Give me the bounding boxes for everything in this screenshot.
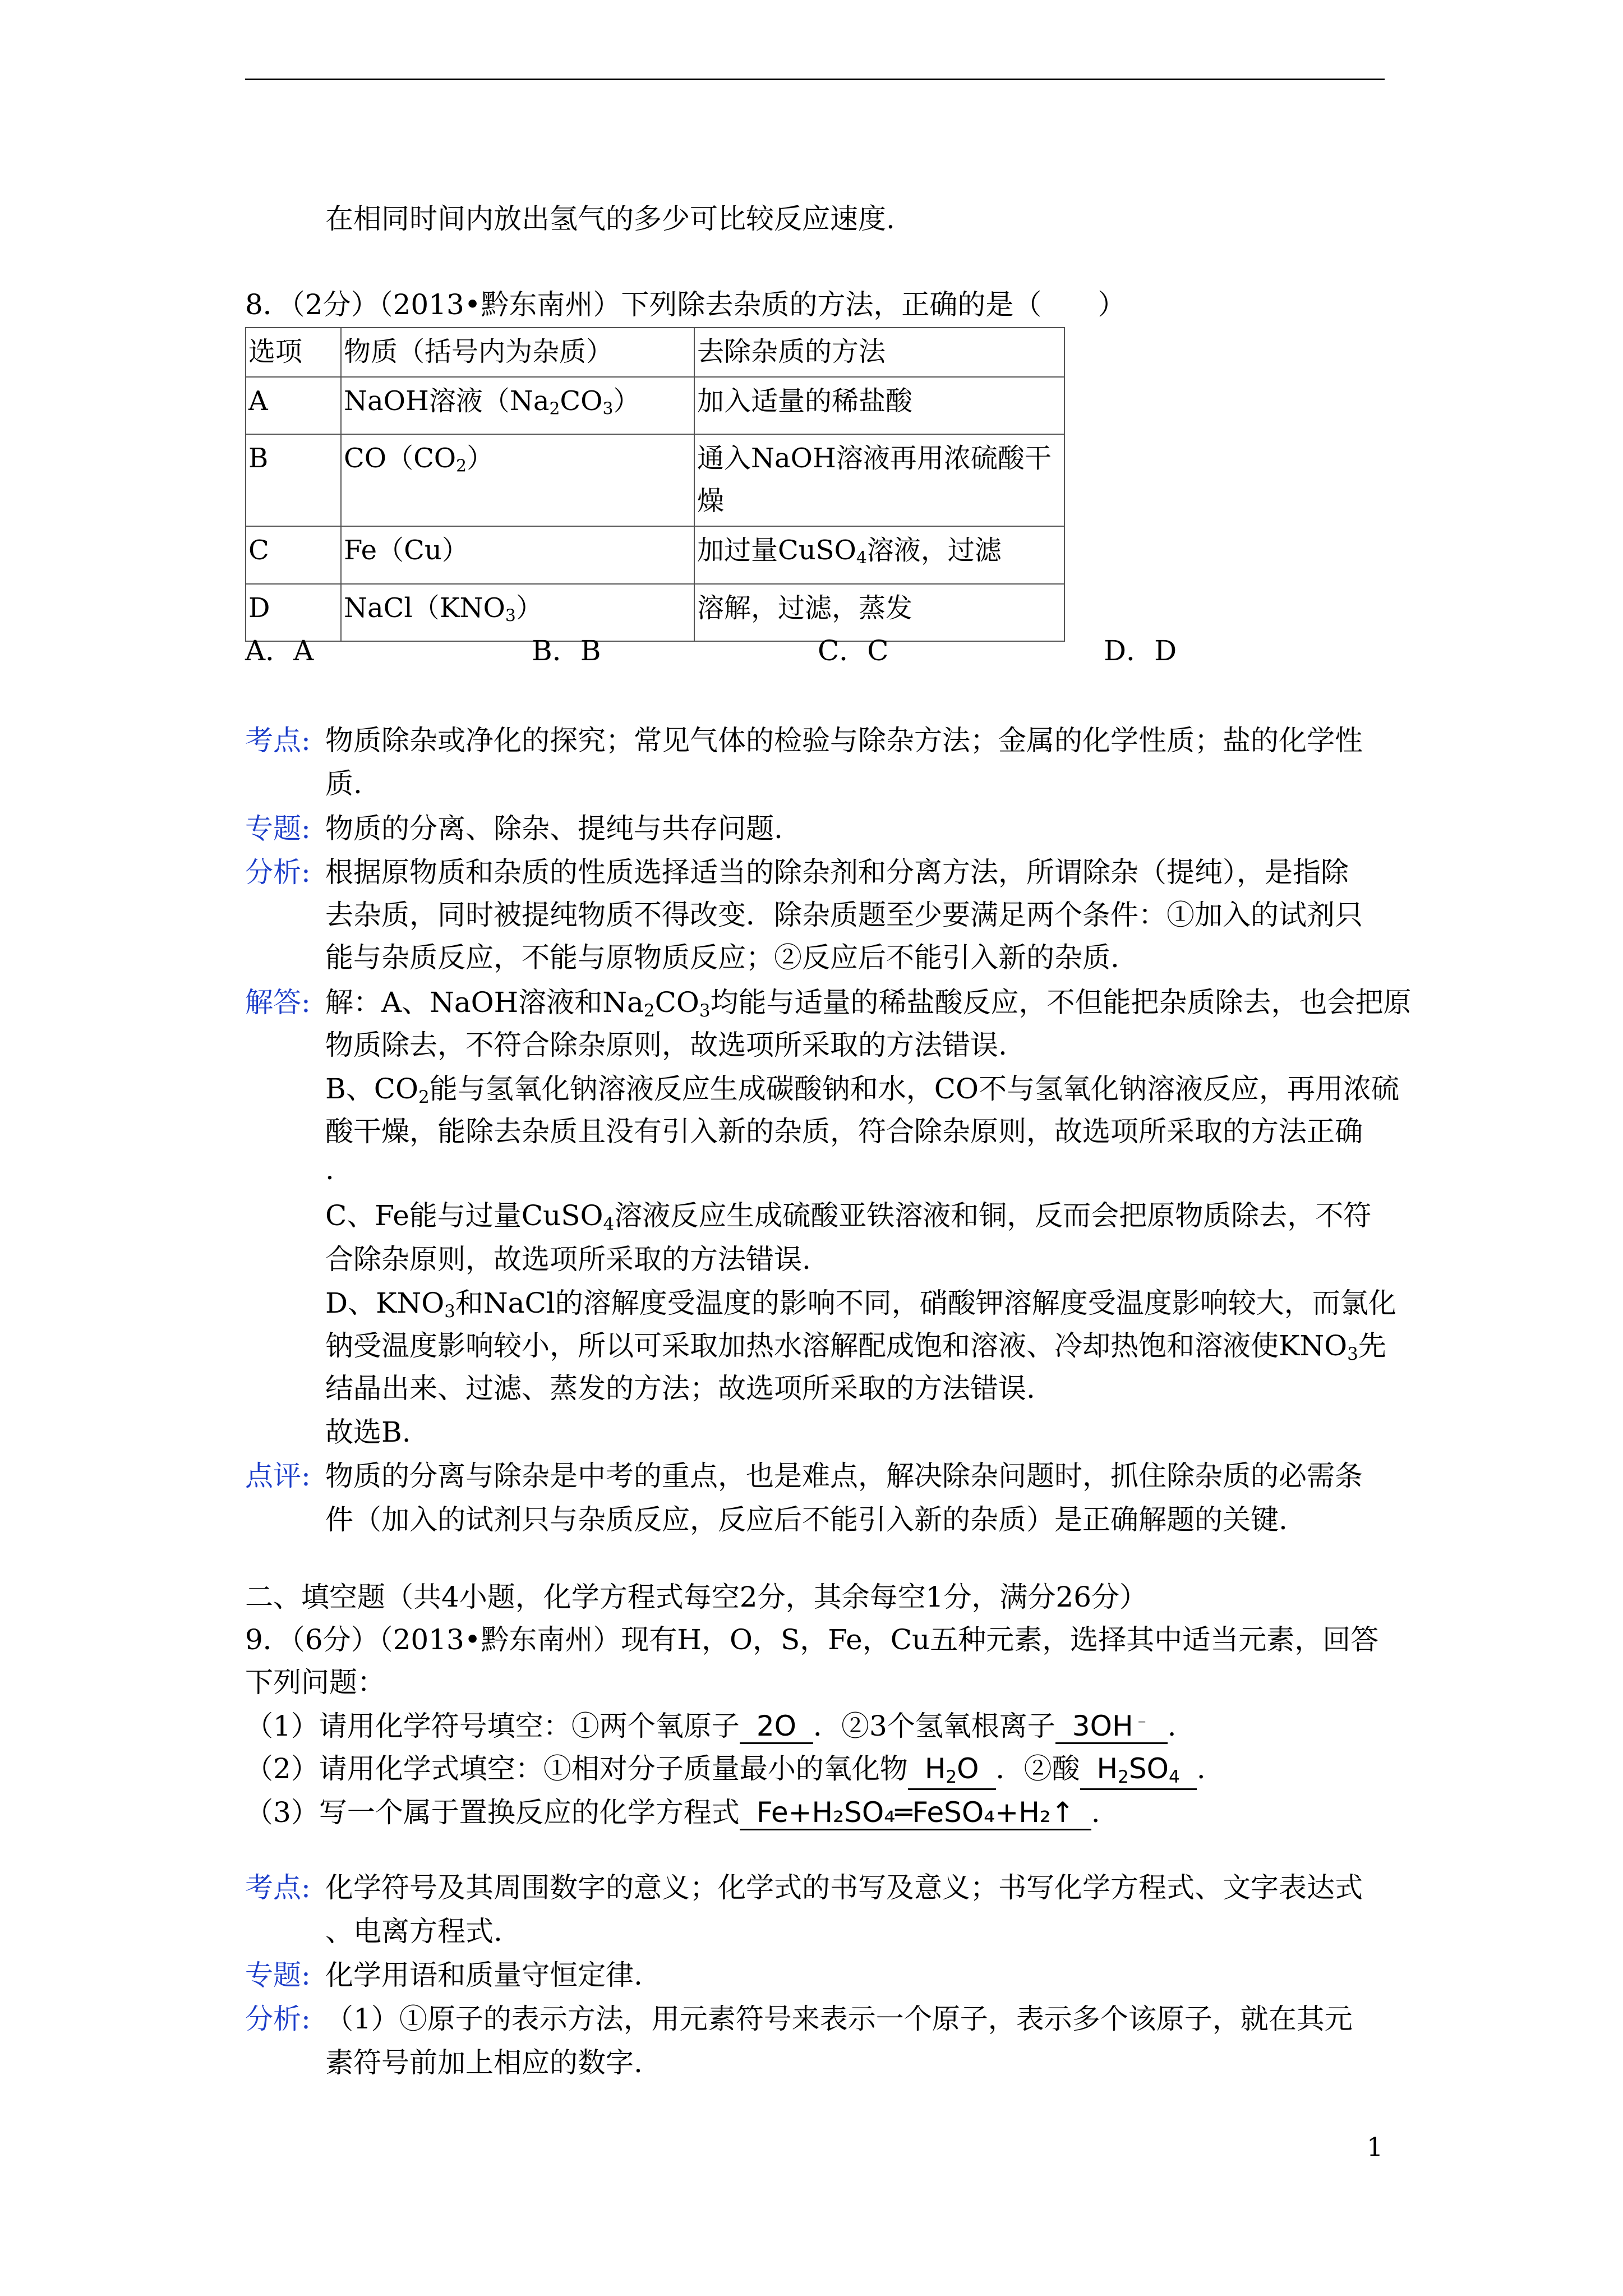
table-cell-method: 通入NaOH溶液再用浓硫酸干燥 [694,434,1064,526]
zhuanti-text: 物质的分离、除杂、提纯与共存问题. [325,812,783,845]
q9-stem: 9．（6分）（2013•黔东南州）现有H，O，S，Fe，Cu五种元素，选择其中适当元素，回答 [245,1623,1379,1656]
jieda-text: D、$KNO_3$和NaCl的溶解度受温度的影响不同，硝酸钾溶解度受温度影响较大，而氯化 [325,1287,1396,1322]
dianping-text: 件（加入的试剂只与杂质反应，反应后不能引入新的杂质）是正确解题的关键. [325,1503,1288,1536]
table-header-cell: 去除杂质的方法 [694,328,1064,377]
jieda-text: B、$CO_2$能与氢氧化钠溶液反应生成碳酸钠和水，CO不与氢氧化钠溶液反应，再用浓硫 [325,1073,1399,1107]
table-header-cell: 物质（括号内为杂质） [341,328,694,377]
option-a: A．A [245,634,314,667]
jieda-text: . [325,1153,334,1186]
section-heading: 二、填空题（共4小题，化学方程式每空2分，其余每空1分，满分26分） [245,1581,1148,1613]
table-row [246,584,1064,641]
q8-stem: 8．（2分）（2013•黔东南州）下列除去杂质的方法，正确的是（ ） [245,288,1126,321]
table-cell-option: D [246,584,341,641]
option-c: C．C [818,634,889,667]
jieda-text: 故选B. [325,1416,411,1448]
answer-blank: $H_2SO_4$ [1080,1755,1197,1790]
table-header-row [246,328,1064,377]
table-cell-substance: Fe（Cu） [341,526,694,583]
kaodian-label: 考点: [245,724,311,757]
zhuanti-text: 化学用语和质量守恒定律. [325,1959,643,1991]
jieda-text: 结晶出来、过滤、蒸发的方法；故选项所采取的方法错误. [325,1372,1035,1405]
jieda-label: 解答: [245,986,311,1019]
table-cell-substance: NaOH溶液$(Na_2CO_3)$ [341,377,694,434]
table-row [246,434,1064,526]
fenxi-text: 素符号前加上相应的数字. [325,2046,643,2079]
table-cell-option: A [246,377,341,434]
option-d: D．D [1104,634,1177,667]
q9-part1: （1）请用化学符号填空：①两个氧原子 2O ．②3个氢氧根离子 3OH﹣ . [245,1712,1176,1744]
jieda-text: 物质除去，不符合除杂原则，故选项所采取的方法错误. [325,1029,1007,1061]
table-cell-method: 加过量CuSO$_4$溶液，过滤 [694,526,1064,583]
fenxi-text: 去杂质，同时被提纯物质不得改变．除杂质题至少要满足两个条件：①加入的试剂只 [325,899,1363,931]
table-cell-option: C [246,526,341,583]
table-cell-substance: $CO(CO_2)$ [341,434,694,526]
q9-part2: （2）请用化学式填空：①相对分子质量最小的氧化物 $H_2O$ ．②酸 $H_2SO_4$ . [245,1755,1206,1790]
answer-blank: 2O [740,1712,813,1744]
fenxi-text: 根据原物质和杂质的性质选择适当的除杂剂和分离方法，所谓除杂（提纯），是指除 [325,856,1349,889]
table-cell-substance: $NaCl(KNO_3)$ [341,584,694,641]
header-rule [245,79,1385,80]
table-row [246,526,1064,583]
q8-table [245,327,1065,642]
answer-blank: Fe+H₂SO₄═FeSO₄+H₂↑ [740,1798,1091,1830]
fenxi-label: 分析: [245,856,311,889]
answer-blank: 3OH﹣ [1055,1712,1168,1744]
table-cell-method: 溶解，过滤，蒸发 [694,584,1064,641]
jieda-text: 解：A、NaOH溶液和$Na_2CO_3$均能与适量的稀盐酸反应，不但能把杂质除去，也会把原 [325,986,1412,1021]
page-number: 1 [1367,2132,1384,2162]
table-cell-option: B [246,434,341,526]
zhuanti-label: 专题: [245,1959,311,1991]
table-row [246,377,1064,434]
kaodian-label: 考点: [245,1871,311,1904]
fenxi-text: （1）①原子的表示方法，用元素符号来表示一个原子，表示多个该原子，就在其元 [325,2003,1353,2035]
jieda-text: 钠受温度影响较小，所以可采取加热水溶解配成饱和溶液、冷却热饱和溶液使$KNO_3$先 [325,1329,1386,1364]
kaodian-text: 质. [325,767,362,800]
fenxi-label: 分析: [245,2003,311,2035]
intro-line: 在相同时间内放出氢气的多少可比较反应速度. [325,203,895,235]
dianping-label: 点评: [245,1460,311,1492]
option-b: B．B [532,634,601,667]
table-header-cell: 选项 [246,328,341,377]
dianping-text: 物质的分离与除杂是中考的重点，也是难点，解决除杂问题时，抓住除杂质的必需条 [325,1460,1363,1492]
zhuanti-label: 专题: [245,812,311,845]
kaodian-text: 物质除杂或净化的探究；常见气体的检验与除杂方法；金属的化学性质；盐的化学性 [325,724,1363,757]
answer-blank: $H_2O$ [908,1755,996,1790]
kaodian-text: 、电离方程式. [325,1915,502,1948]
kaodian-text: 化学符号及其周围数字的意义；化学式的书写及意义；书写化学方程式、文字表达式 [325,1871,1363,1904]
jieda-text: 酸干燥，能除去杂质且没有引入新的杂质，符合除杂原则，故选项所采取的方法正确 [325,1115,1363,1148]
q9-stem: 下列问题： [245,1666,385,1699]
jieda-text: 合除杂原则，故选项所采取的方法错误. [325,1243,811,1276]
table-cell-method: 加入适量的稀盐酸 [694,377,1064,434]
q9-part3: （3）写一个属于置换反应的化学方程式 Fe+H₂SO₄═FeSO₄+H₂↑ . [245,1798,1100,1830]
fenxi-text: 能与杂质反应，不能与原物质反应；②反应后不能引入新的杂质. [325,941,1119,974]
jieda-text: C、Fe能与过量CuSO$_4$溶液反应生成硫酸亚铁溶液和铜，反而会把原物质除去，不符 [325,1199,1372,1234]
